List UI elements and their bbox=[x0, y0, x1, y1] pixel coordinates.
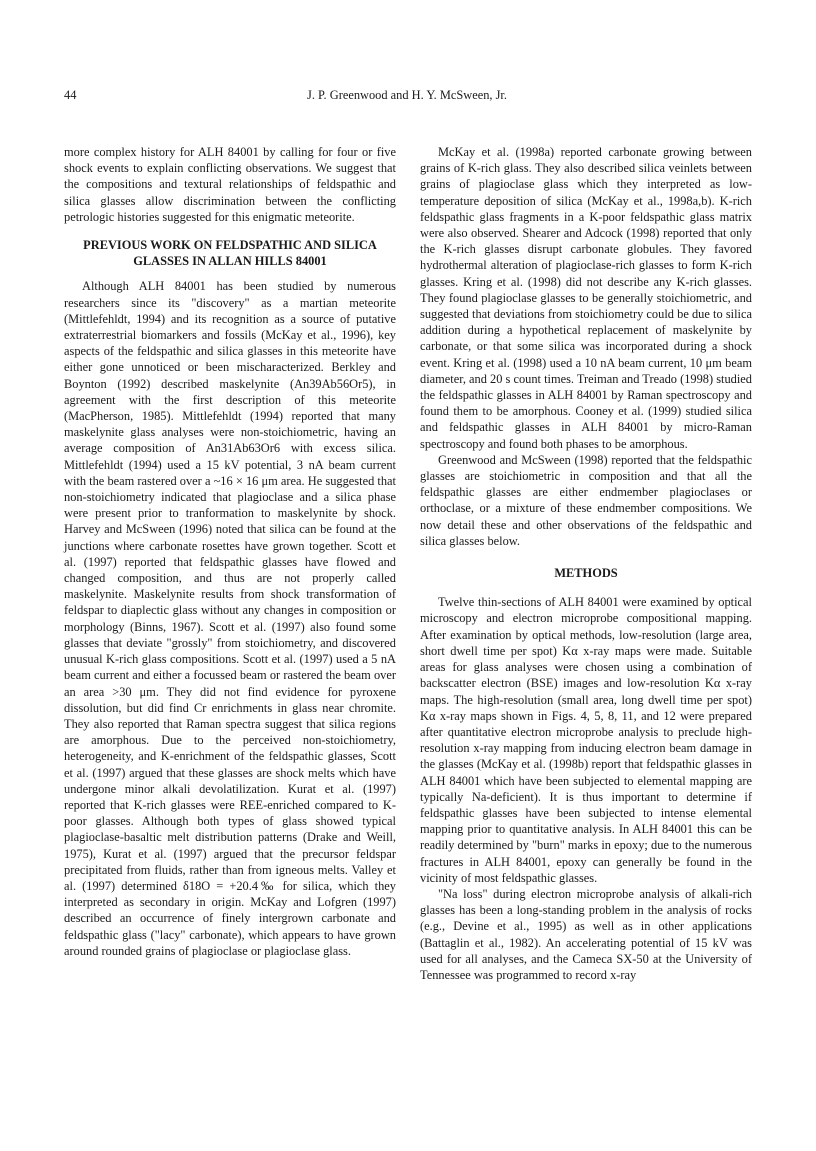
left-column bbox=[64, 144, 396, 959]
na-loss-paragraph: "Na loss" during electron microprobe analysis of alkali-rich glasses has been a long-standing problem in the analysis of rocks (e.g., Devine et al., 1995) as well as in other applications (Battaglin et al., 1982). An accelerating potential of 15 kV was used for all analyses, and the Cameca SX-50 at the University of Tennessee was programmed to record x-ray bbox=[420, 886, 752, 982]
right-column bbox=[420, 144, 752, 983]
greenwood-paragraph: Greenwood and McSween (1998) reported that the feldspathic glasses are stoichiometric in composition and that all the feldspathic glasses are either endmember plagioclases or orthoclase, or a mixture of these endmember compositions. We now detail these and other observations of the feldspathic and silica glasses below. bbox=[420, 452, 752, 548]
running-head: J. P. Greenwood and H. Y. McSween, Jr. bbox=[307, 88, 507, 102]
page-header bbox=[64, 88, 750, 104]
previous-work-paragraph: Although ALH 84001 has been studied by numerous researchers since its "discovery" as a martian meteorite (Mittlefehldt, 1994) and its recognition as a source of putative extraterrestrial biomarkers and fossils (McKay et al., 1996), key aspects of the feldspathic and silica glasses in this meteorite have either gone unnoticed or been mischaracterized. Berkley and Boynton (1992) described maskelynite (An39Ab56Or5), in agreement with the first description of this meteorite (MacPherson, 1985). Mittlefehldt (1994) reported that many maskelynite glass analyses were non-stoichiometric, having an average composition of An31Ab63Or6 with excess silica. Mittlefehldt (1994) used a 15 kV potential, 3 nA beam current with the beam rastered over a ~16 × 16 μm area. He suggested that non-stoichiometry indicated that plagioclase and a silica phase were present prior to tranformation to maskelynite by shock. Harvey and McSween (1996) noted that silica can be found at the junctions where carbonate rosettes have grown together. Scott et al. (1997) reported that feldspathic glasses have flowed and changed composition, and thus are not properly called maskelynite. Maskelynite results from shock transformation of feldspar to diaplectic glass without any changes in composition or morphology (Binns, 1967). Scott et al. (1997) also found some glasses that deviate "grossly" from stoichiometry, and discovered unusual K-rich glass compositions. Scott et al. (1997) used a 5 nA beam current and either a focussed beam or rastered the beam over an area >30 μm. They did not find evidence for pyroxene dissolution, but did find Cr enrichments in glass near chromite. They also reported that Raman spectra suggest that silica regions are amorphous. Due to the perceived non-stoichiometry, heterogeneity, and K-enrichment of the feldspathic glasses, Scott et al. (1997) argued that these glasses are shock melts which have undergone minor alkali devolatilization. Kurat et al. (1997) reported that K-rich glasses were REE-enriched compared to K-poor glasses. Although both types of glass showed typical plagioclase-basaltic melt distribution patterns (Drake and Weill, 1975), Kurat et al. (1997) argued that the precursor feldspar precipitated from fluids, rather than from igneous melts. Valley et al. (1997) determined δ18O = +20.4‰ for silica, which they interpreted as secondary in origin. McKay and Lofgren (1997) described an occurrence of finely intergrown carbonate and feldspathic glass ("lacy" carbonate), which appears to have grown around rounded grains of plagioclase or plagioclase glass. bbox=[64, 279, 396, 958]
page-number: 44 bbox=[64, 88, 77, 102]
intro-paragraph-end: more complex history for ALH 84001 by calling for four or five shock events to explain conflicting observations. We suggest that the compositions and textural relationships of feldspathic and silica glasses allow discrimination between the conflicting petrologic histories suggested for this enigmatic meteorite. bbox=[64, 145, 396, 224]
methods-paragraph: Twelve thin-sections of ALH 84001 were examined by optical microscopy and electron microprobe compositional mapping. After examination by optical methods, low-resolution (large area, short dwell time per spot) Kα x-ray maps were made. Suitable areas for glass analyses were chosen using a combination of backscatter electron (BSE) images and low-resolution Kα x-ray maps. The high-resolution (small area, long dwell time per spot) Kα x-ray maps shown in Figs. 4, 5, 8, 11, and 12 were prepared after quantitative electron microprobe analysis to preclude high-resolution x-ray mapping from inducing electron beam damage in the glasses (McKay et al. (1998b) report that feldspathic glasses in ALH 84001 which have been subjected to elemental mapping are typically Na-deficient). It is thus important to determine if feldspathic glasses have been subjected to intense elemental mapping prior to quantitative analysis. In ALH 84001 this can be readily determined by "burn" marks in epoxy; due to the numerous fractures in ALH 84001, epoxy can generally be found in the vicinity of most feldspathic glasses. bbox=[420, 595, 752, 885]
section-heading-previous-work: PREVIOUS WORK ON FELDSPATHIC AND SILICA GLASSES IN ALLAN HILLS 84001 bbox=[83, 238, 377, 269]
mckay-paragraph: McKay et al. (1998a) reported carbonate growing between grains of K-rich glass. They also described silica veinlets between grains of plagioclase glass which they interpreted as low-temperature deposition of silica (McKay et al., 1998a,b). K-rich feldspathic glass fragments in a K-poor feldspathic glass matrix were also observed. Shearer and Adcock (1998) reported that only the K-rich glasses disrupt carbonate globules. They favored hydrothermal alteration of plagioclase-rich glasses to form K-rich glasses. Kring et al. (1998) did not describe any K-rich glasses. They found plagioclase glasses to be generally stoichiometric, and suggested that deviations from stoichiometry could be due to silica addition during a hypothetical replacement of maskelynite by carbonate, or that some silica was incorporated during a shock event. Kring et al. (1998) used a 10 nA beam current, 10 μm beam diameter, and 20 s count times. Treiman and Treado (1998) studied the feldspathic glasses in ALH 84001 by Raman spectroscopy and found them to be amorphous. Cooney et al. (1999) studied silica and feldspathic glasses in ALH 84001 by micro-Raman spectroscopy and found both phases to be amorphous. bbox=[420, 145, 752, 451]
section-heading-methods: METHODS bbox=[554, 566, 618, 581]
